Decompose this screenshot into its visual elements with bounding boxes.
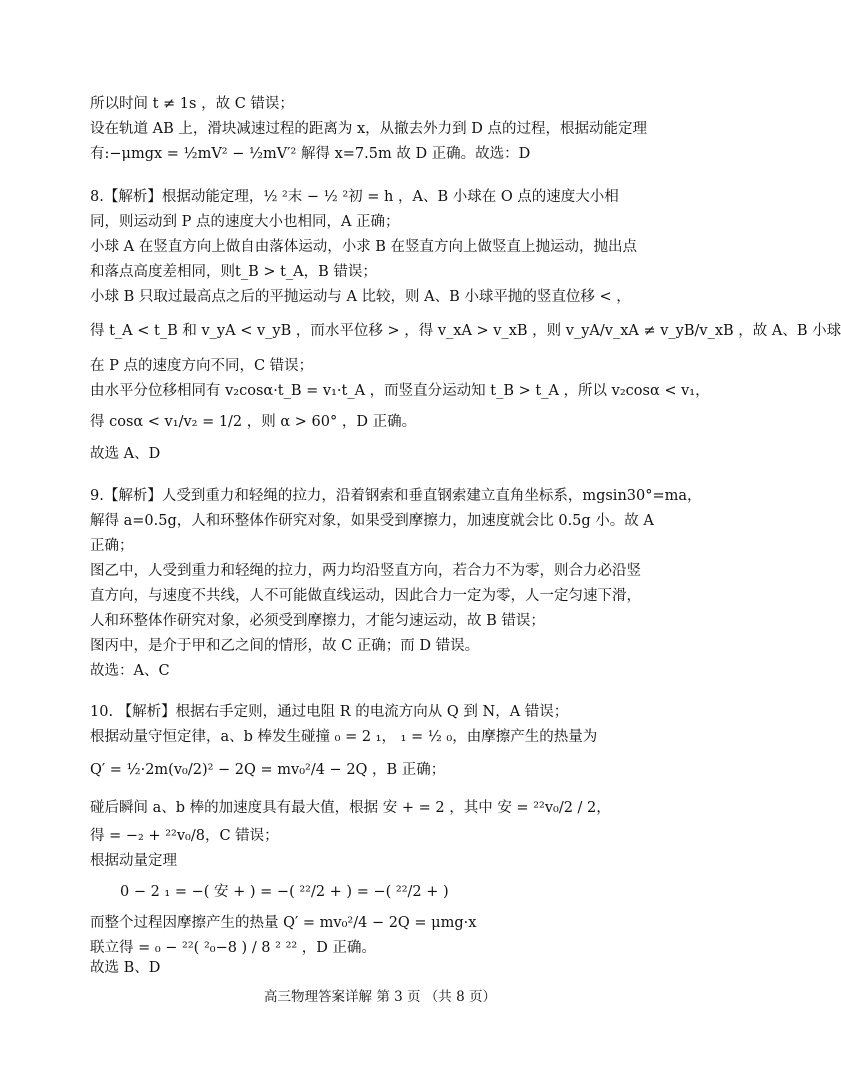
- text-line: 同，则运动到 P 点的速度大小也相同，A 正确；: [90, 214, 400, 230]
- text-line: 8.【解析】根据动能定理，½ ²末 − ½ ²初 = h ，A、B 小球在 O 点的速度大小相: [90, 189, 619, 205]
- text-line: 由水平分位移相同有 v₂cosα·t_B = v₁·t_A ，而竖直分运动知 t_B > t_A ，所以 v₂cosα < v₁，: [90, 383, 710, 399]
- text-line: 得 cosα < v₁/v₂ = 1/2 ，则 α > 60° ，D 正确。: [90, 414, 417, 430]
- text-line: 根据动量定理: [90, 853, 177, 869]
- text-line: 故选 B、D: [90, 960, 161, 976]
- text-line: 有:−μmgx = ½mV² − ½mV′² 解得 x=7.5m 故 D 正确。故选：D: [90, 146, 531, 162]
- text-line: 人和环整体作研究对象，必须受到摩擦力，才能匀速运动，故 B 错误；: [90, 613, 545, 629]
- text-line: Q′ = ½·2m(v₀/2)² − 2Q = mv₀²/4 − 2Q ，B 正确；: [90, 762, 446, 778]
- text-line: 图丙中，是介于甲和乙之间的情形，故 C 正确；而 D 错误。: [90, 638, 480, 654]
- text-line: 解得 a=0.5g，人和环整体作研究对象，如果受到摩擦力，加速度就会比 0.5g 小。故 A: [90, 513, 654, 529]
- text-line: 小球 A 在竖直方向上做自由落体运动，小求 B 在竖直方向上做竖直上抛运动，抛出点: [90, 239, 638, 255]
- text-line: 图乙中，人受到重力和轻绳的拉力，两力均沿竖直方向，若合力不为零，则合力必沿竖: [90, 563, 641, 579]
- text-line: 设在轨道 AB 上，滑块减速过程的距离为 x，从撤去外力到 D 点的过程，根据动能定理: [90, 121, 647, 137]
- text-line: 碰后瞬间 a、b 棒的加速度具有最大值，根据 安 + = 2 ，其中 安 = ²²v₀/2 / 2，: [90, 800, 611, 816]
- text-line: 9.【解析】人受到重力和轻绳的拉力，沿着钢索和垂直钢索建立直角坐标系，mgsin30°=ma，: [90, 488, 702, 504]
- text-line: 故选 A、D: [90, 446, 161, 462]
- text-line: 在 P 点的速度方向不同，C 错误；: [90, 358, 314, 374]
- text-line: 10. 【解析】根据右手定则，通过电阻 R 的电流方向从 Q 到 N，A 错误；: [90, 704, 569, 720]
- text-line: 0 − 2 ₁ = −( 安 + ) = −( ²²/2 + ) = −( ²²/2 + ): [120, 884, 449, 900]
- text-line: 得 = −₂ + ²²v₀/8，C 错误；: [90, 828, 279, 844]
- text-line: 直方向，与速度不共线，人不可能做直线运动，因此合力一定为零，人一定匀速下滑，: [90, 588, 641, 604]
- text-line: 根据动量守恒定律，a、b 棒发生碰撞 ₀ = 2 ₁， ₁ = ½ ₀，由摩擦产生的热量为: [90, 729, 598, 745]
- text-line: 小球 B 只取过最高点之后的平抛运动与 A 比较，则 A、B 小球平抛的竖直位移 < ，: [90, 289, 631, 305]
- text-line: 得 t_A < t_B 和 v_yA < v_yB ，而水平位移 > ，得 v_xA > v_xB ，则 v_yA/v_xA ≠ v_yB/v_xB ，故 A、B 小球: [90, 323, 841, 339]
- text-line: 所以时间 t ≠ 1s ，故 C 错误；: [90, 96, 294, 112]
- text-line: 故选：A、C: [90, 663, 170, 679]
- page-footer: 高三物理答案详解 第 3 页 （共 8 页）: [264, 989, 496, 1005]
- text-line: 正确；: [90, 538, 134, 554]
- text-line: 和落点高度差相同，则t_B > t_A，B 错误；: [90, 264, 377, 280]
- text-line: 联立得 = ₀ − ²²( ²₀−8 ) / 8 ² ²² ，D 正确。: [90, 940, 377, 956]
- text-line: 而整个过程因摩擦产生的热量 Q′ = mv₀²/4 − 2Q = μmg·x: [90, 915, 477, 931]
